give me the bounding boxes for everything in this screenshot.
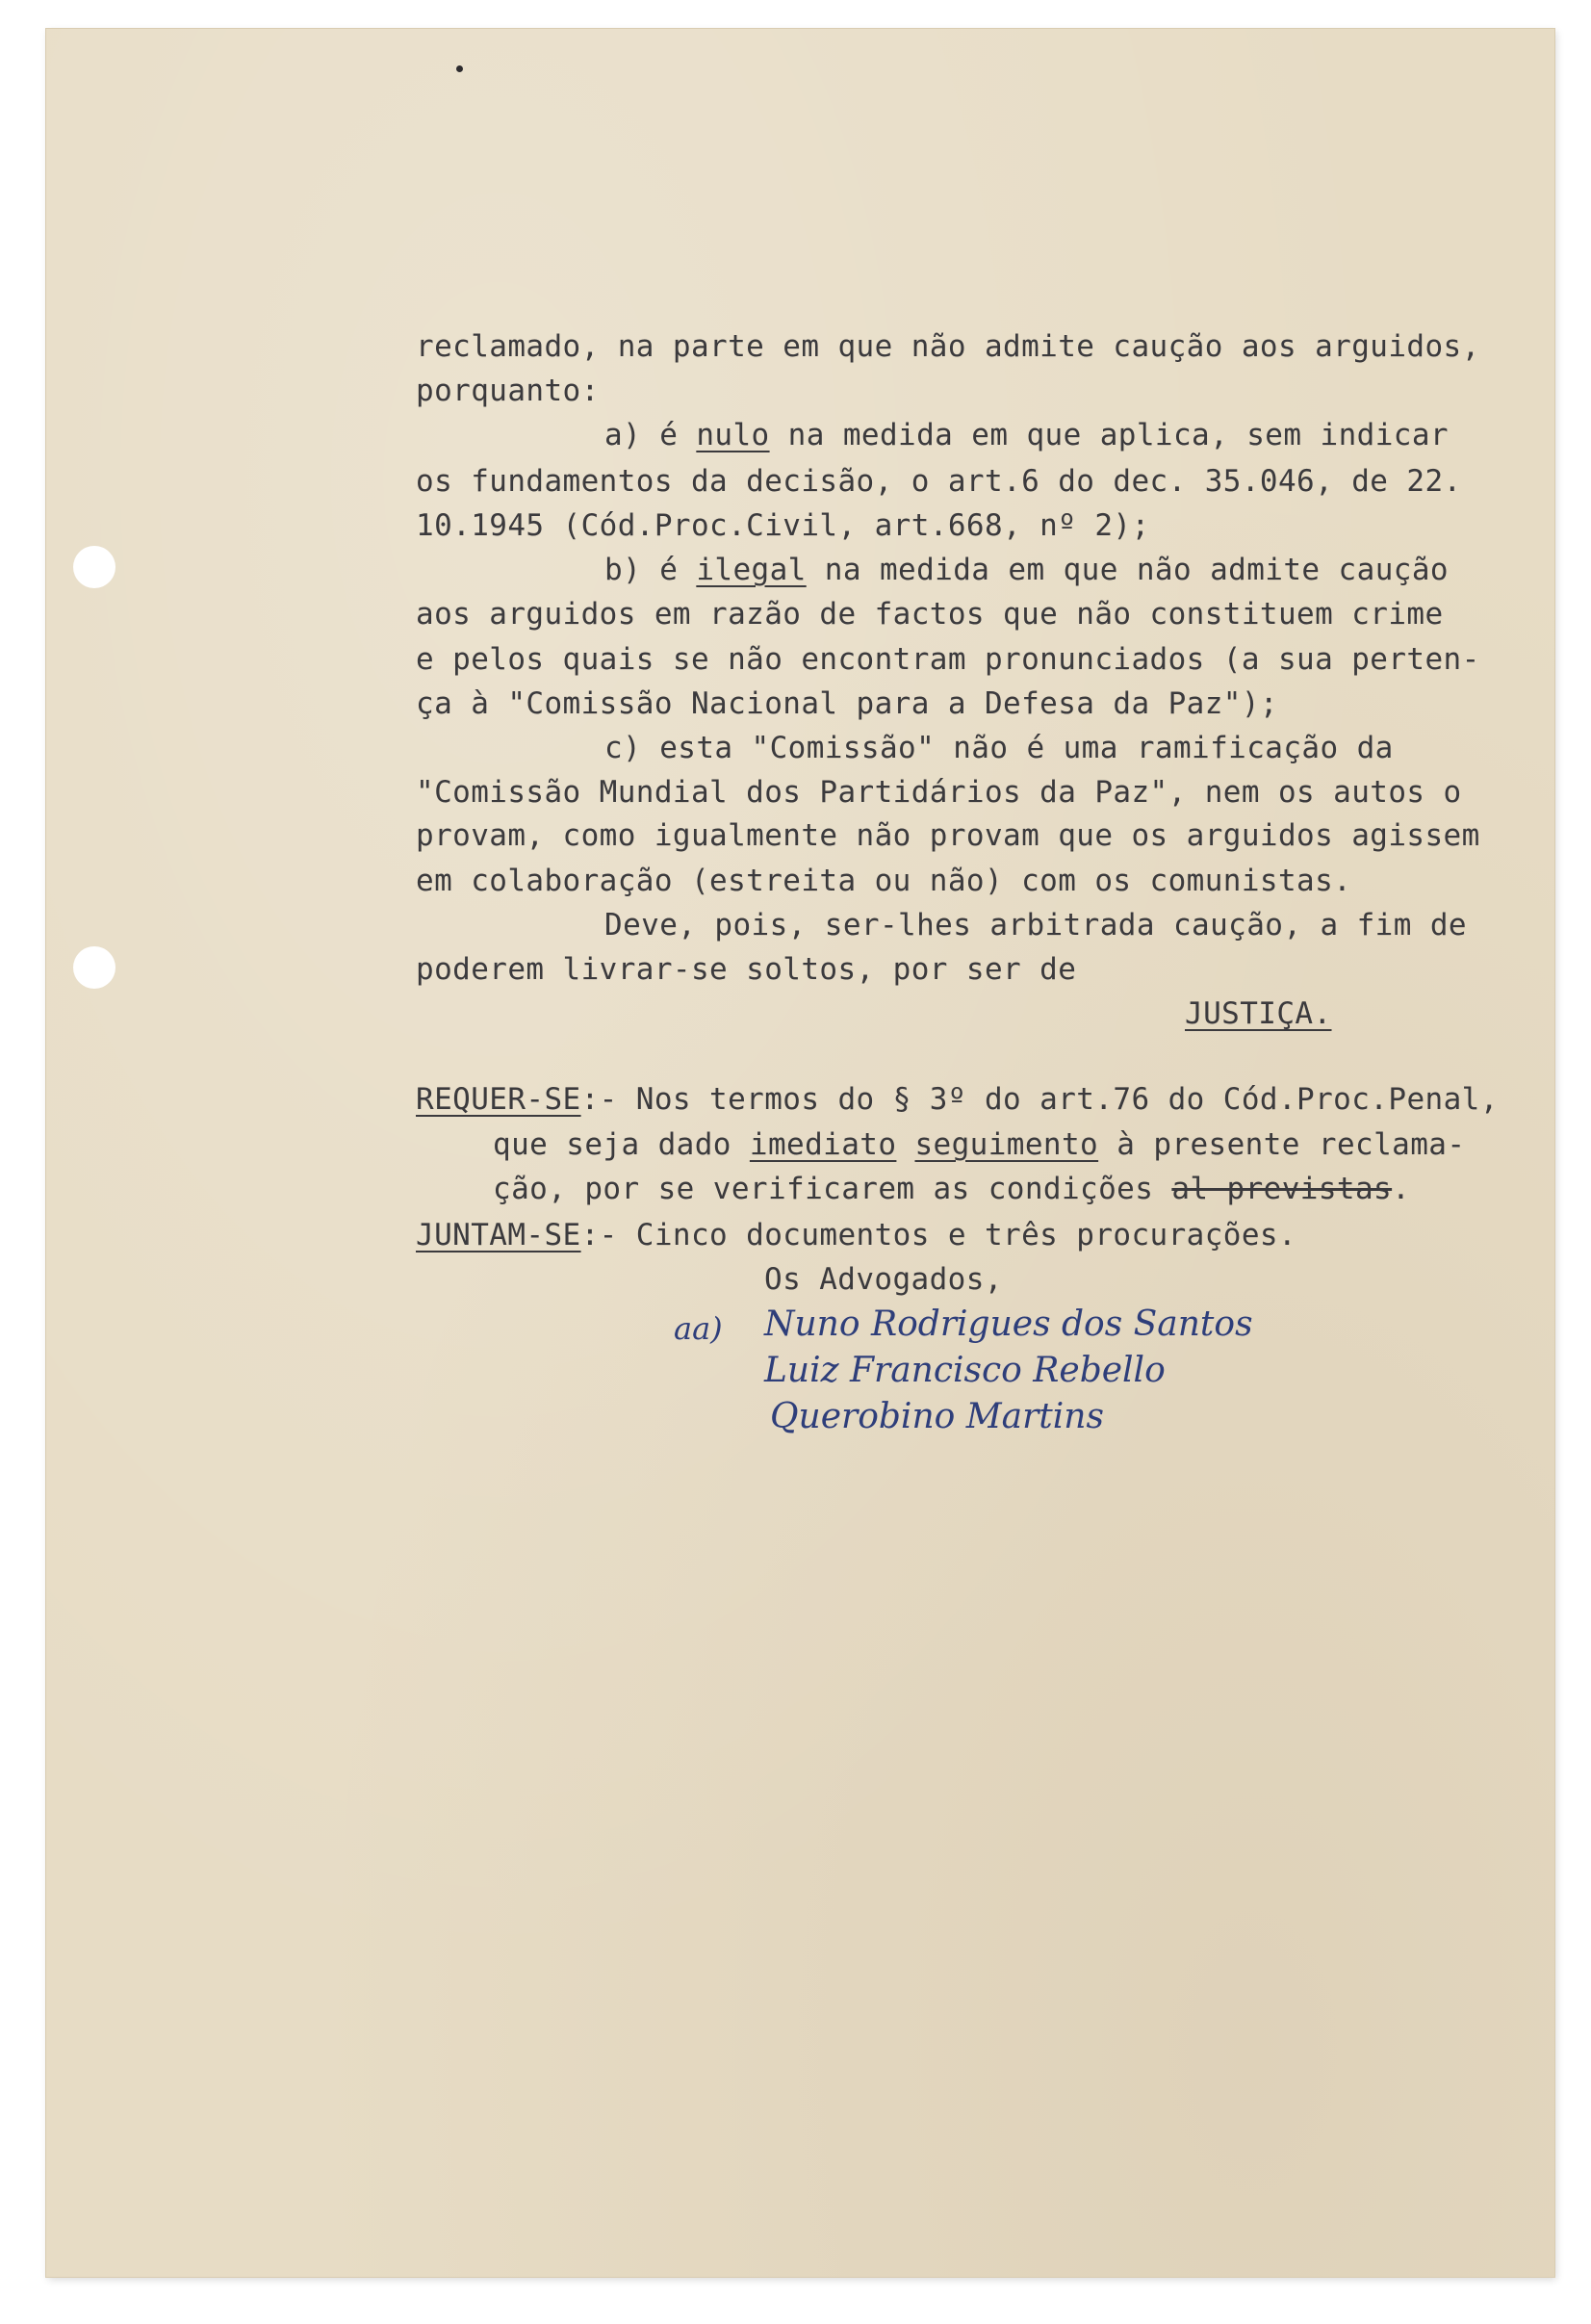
line-7: aos arguidos em razão de factos que não constituem crime bbox=[416, 597, 1444, 632]
line-18-post: à presente reclama- bbox=[1098, 1127, 1466, 1162]
seguimento-underlined: seguimento bbox=[914, 1127, 1099, 1162]
line-10: c) esta "Comissão" não é uma ramificação da bbox=[604, 731, 1394, 765]
line-18 bbox=[493, 1127, 1465, 1162]
ilegal-underlined: ilegal bbox=[696, 553, 807, 587]
justica-heading: JUSTIÇA. bbox=[1185, 996, 1332, 1031]
line-juntam bbox=[416, 1218, 1296, 1252]
line-15: poderem livrar-se soltos, por ser de bbox=[416, 952, 1077, 987]
line-5: 10.1945 (Cód.Proc.Civil, art.668, nº 2); bbox=[416, 508, 1150, 543]
juntam-se-label: JUNTAM-SE bbox=[416, 1218, 581, 1252]
requer-se-text: :- Nos termos do § 3º do art.76 do Cód.Proc.Penal, bbox=[580, 1082, 1499, 1117]
line-14: Deve, pois, ser-lhes arbitrada caução, a fim de bbox=[604, 908, 1467, 943]
line-6-pre: b) é bbox=[604, 553, 697, 587]
line-requer bbox=[416, 1082, 1499, 1117]
line-12: provam, como igualmente não provam que os arguidos agissem bbox=[416, 818, 1480, 853]
line-19 bbox=[493, 1172, 1410, 1206]
nulo-underlined: nulo bbox=[696, 418, 770, 452]
punch-hole-top bbox=[73, 546, 115, 588]
signature-2: Luiz Francisco Rebello bbox=[764, 1351, 1166, 1390]
line-6 bbox=[604, 553, 1449, 587]
line-19-pre: ção, por se verificarem as condições bbox=[493, 1172, 1172, 1206]
line-3 bbox=[604, 418, 1449, 452]
line-18-pre: que seja dado bbox=[493, 1127, 750, 1162]
line-1: reclamado, na parte em que não admite caução aos arguidos, bbox=[416, 329, 1480, 364]
advogados-label: Os Advogados, bbox=[764, 1262, 1003, 1297]
ink-dot bbox=[456, 65, 463, 72]
line-13: em colaboração (estreita ou não) com os comunistas. bbox=[416, 864, 1352, 898]
imediato-underlined: imediato bbox=[749, 1127, 897, 1162]
line-8: e pelos quais se não encontram pronunciados (a sua perten- bbox=[416, 642, 1480, 677]
line-11: "Comissão Mundial dos Partidários da Paz", nem os autos o bbox=[416, 775, 1462, 810]
line-3-post: na medida em que aplica, sem indicar bbox=[769, 418, 1449, 452]
line-9: ça à "Comissão Nacional para a Defesa da Paz"); bbox=[416, 686, 1278, 721]
signature-3: Querobino Martins bbox=[770, 1397, 1104, 1436]
requer-se-label: REQUER-SE bbox=[416, 1082, 581, 1117]
struck-text: al previstas bbox=[1171, 1172, 1393, 1206]
line-4: os fundamentos da decisão, o art.6 do dec. 35.046, de 22. bbox=[416, 464, 1462, 499]
document-page bbox=[46, 29, 1554, 2277]
punch-hole-bottom bbox=[73, 946, 115, 989]
signature-1: Nuno Rodrigues dos Santos bbox=[764, 1304, 1253, 1344]
line-6-post: na medida em que não admite caução bbox=[806, 553, 1449, 587]
line-2: porquanto: bbox=[416, 374, 600, 408]
line-18-mid bbox=[896, 1127, 914, 1162]
line-19-post: . bbox=[1392, 1172, 1411, 1206]
juntam-se-text: :- Cinco documentos e três procurações. bbox=[580, 1218, 1297, 1252]
line-3-pre: a) é bbox=[604, 418, 697, 452]
signature-prefix: aa) bbox=[674, 1310, 723, 1347]
